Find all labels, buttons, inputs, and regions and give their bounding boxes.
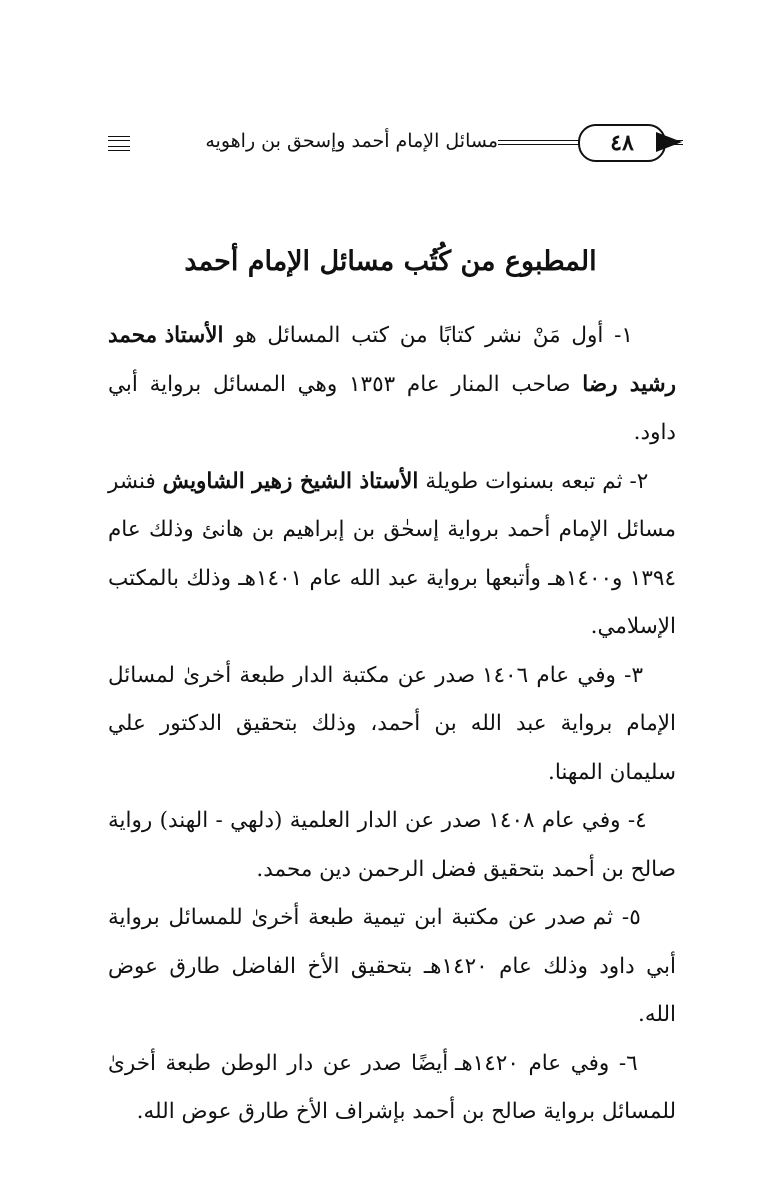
header-rule-left-top [108, 136, 130, 141]
paragraph-bold-name: الأستاذ الشيخ زهير الشاويش [162, 468, 419, 494]
paragraph-text: ثم تبعه بسنوات طويلة [418, 468, 623, 494]
paragraph-text: وفي عام ١٤٢٠هـ أيضًا صدر عن دار الوطن طبعة أخرىٰ للمسائل برواية صالح بن أحمد بإشراف الأخ طارق عوض الله. [108, 1050, 676, 1124]
paragraph-text: أول مَنْ نشر كتابًا من كتب المسائل هو [223, 323, 604, 348]
paragraph-6 [108, 1040, 676, 1137]
running-header [108, 118, 673, 174]
paragraph-5 [108, 894, 676, 1040]
paragraph-4 [108, 797, 676, 894]
page-number-badge [578, 124, 666, 162]
paragraph-number: ٦- [609, 1050, 638, 1076]
page-number-pointer-icon [656, 132, 682, 152]
paragraph-text: وفي عام ١٤٠٦ صدر عن مكتبة الدار طبعة أخرىٰ لمسائل الإمام برواية عبد الله بن أحمد، وذلك بتحقيق الدكتور علي سليمان المهنا. [108, 662, 676, 785]
paragraph-3 [108, 652, 676, 798]
paragraph-bold-name: الأستاذ محمد رشيد رضا [108, 323, 676, 397]
paragraph-number: ٢- [622, 468, 649, 494]
paragraph-text: صاحب المنار عام ١٣٥٣ وهي المسائل برواية أبي داود. [108, 371, 676, 445]
header-rule-left-bottom [108, 146, 130, 151]
paragraph-number: ٥- [613, 905, 641, 930]
section-heading: المطبوع من كُتُب مسائل الإمام أحمد [184, 246, 597, 277]
paragraph-2 [108, 458, 676, 652]
body-text [108, 312, 676, 1137]
paragraph-1 [108, 312, 676, 458]
header-title: مسائل الإمام أحمد وإسحق بن راهويه [208, 124, 498, 158]
paragraph-number: ٣- [615, 662, 643, 688]
paragraph-text: فنشر مسائل الإمام أحمد برواية إسحٰق بن إبراهيم بن هانئ وذلك عام ١٣٩٤ و١٤٠٠هـ وأتبعها برواية عبد الله عام ١٤٠١هـ وذلك بالمكتب الإسلامي. [108, 468, 676, 639]
paragraph-text: ثم صدر عن مكتبة ابن تيمية طبعة أخرىٰ للمسائل برواية أبي داود وذلك عام ١٤٢٠هـ بتحقيق الأخ الفاضل طارق عوض الله. [108, 905, 676, 1027]
paragraph-number: ٤- [620, 808, 647, 833]
paragraph-number: ١- [603, 323, 633, 348]
paragraph-text: وفي عام ١٤٠٨ صدر عن الدار العلمية (دلهي - الهند) رواية صالح بن أحمد بتحقيق فضل الرحمن دين محمد. [108, 808, 676, 882]
page-number: ٤٨ [610, 130, 634, 156]
